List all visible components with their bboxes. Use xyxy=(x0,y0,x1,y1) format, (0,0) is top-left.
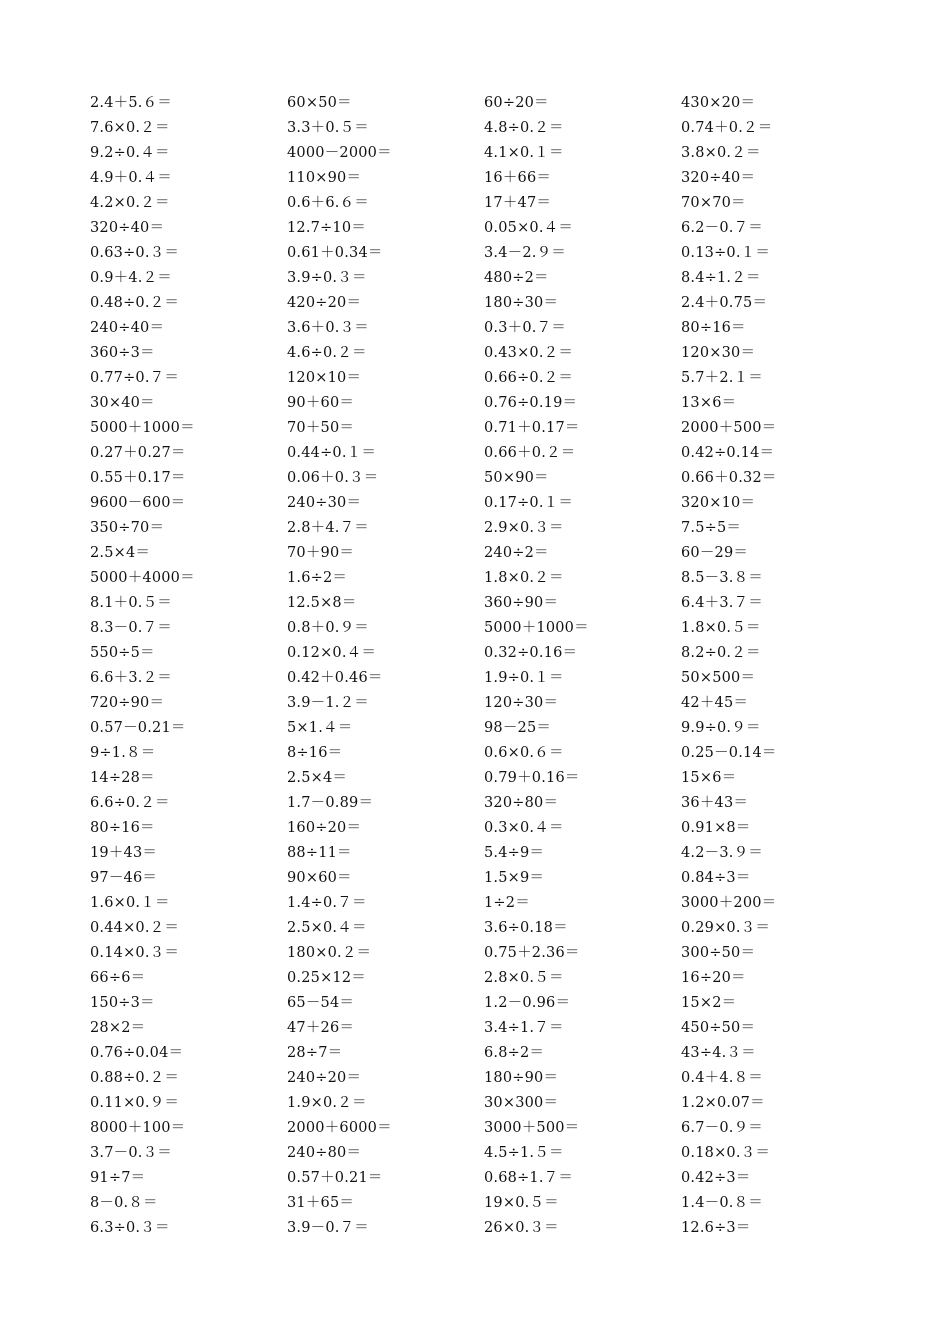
arithmetic-problem: 0.91×8＝ xyxy=(681,820,751,836)
arithmetic-problem: 120÷30＝ xyxy=(484,695,559,711)
arithmetic-problem: 1.5×9＝ xyxy=(484,870,545,886)
arithmetic-problem: 350÷70＝ xyxy=(90,520,165,536)
arithmetic-problem: 0.6＋6.６＝ xyxy=(287,195,369,211)
arithmetic-problem: 1.6×0.１＝ xyxy=(90,895,170,911)
arithmetic-problem: 240÷80＝ xyxy=(287,1145,362,1161)
arithmetic-problem: 430×20＝ xyxy=(681,95,756,111)
arithmetic-problem: 1.8×0.５＝ xyxy=(681,620,761,636)
arithmetic-problem: 0.42÷0.14＝ xyxy=(681,445,775,461)
arithmetic-problem: 0.88÷0.２＝ xyxy=(90,1070,180,1086)
arithmetic-problem: 4000－2000＝ xyxy=(287,145,392,161)
arithmetic-problem: 90×60＝ xyxy=(287,870,352,886)
arithmetic-problem: 120×10＝ xyxy=(287,370,362,386)
arithmetic-problem: 30×300＝ xyxy=(484,1095,559,1111)
arithmetic-problem: 0.71＋0.17＝ xyxy=(484,420,580,436)
arithmetic-problem: 6.3÷0.３＝ xyxy=(90,1220,170,1236)
arithmetic-problem: 0.42＋0.46＝ xyxy=(287,670,383,686)
arithmetic-problem: 3.8×0.２＝ xyxy=(681,145,761,161)
arithmetic-problem: 2.5×4＝ xyxy=(287,770,348,786)
arithmetic-problem: 60÷20＝ xyxy=(484,95,549,111)
arithmetic-problem-grid xyxy=(90,91,890,1241)
arithmetic-problem: 0.27＋0.27＝ xyxy=(90,445,186,461)
arithmetic-problem: 3000＋200＝ xyxy=(681,895,777,911)
arithmetic-problem: 1.4－0.８＝ xyxy=(681,1195,763,1211)
arithmetic-problem: 320÷80＝ xyxy=(484,795,559,811)
arithmetic-problem: 160÷20＝ xyxy=(287,820,362,836)
arithmetic-problem: 1.7－0.89＝ xyxy=(287,795,374,811)
arithmetic-problem: 2.8×0.５＝ xyxy=(484,970,564,986)
arithmetic-problem: 15×6＝ xyxy=(681,770,737,786)
arithmetic-problem: 150÷3＝ xyxy=(90,995,155,1011)
arithmetic-problem: 6.4＋3.７＝ xyxy=(681,595,763,611)
arithmetic-problem: 0.25×12＝ xyxy=(287,970,366,986)
arithmetic-problem: 3.6＋0.３＝ xyxy=(287,320,369,336)
arithmetic-problem: 70＋90＝ xyxy=(287,545,355,561)
arithmetic-problem: 60－29＝ xyxy=(681,545,749,561)
arithmetic-problem: 0.17÷0.１＝ xyxy=(484,495,574,511)
arithmetic-problem: 3.4÷1.７＝ xyxy=(484,1020,564,1036)
arithmetic-problem: 0.25－0.14＝ xyxy=(681,745,777,761)
arithmetic-problem: 70×70＝ xyxy=(681,195,746,211)
arithmetic-problem: 60×50＝ xyxy=(287,95,352,111)
arithmetic-problem: 9600－600＝ xyxy=(90,495,186,511)
arithmetic-problem: 320×10＝ xyxy=(681,495,756,511)
arithmetic-problem: 6.6＋3.２＝ xyxy=(90,670,172,686)
arithmetic-problem: 320÷40＝ xyxy=(90,220,165,236)
arithmetic-problem: 0.57－0.21＝ xyxy=(90,720,186,736)
arithmetic-problem: 5000＋1000＝ xyxy=(484,620,589,636)
arithmetic-problem: 320÷40＝ xyxy=(681,170,756,186)
arithmetic-problem: 50×500＝ xyxy=(681,670,756,686)
arithmetic-problem: 0.48÷0.２＝ xyxy=(90,295,180,311)
arithmetic-problem: 0.13÷0.１＝ xyxy=(681,245,771,261)
arithmetic-problem: 240÷40＝ xyxy=(90,320,165,336)
arithmetic-problem: 12.6÷3＝ xyxy=(681,1220,751,1236)
arithmetic-problem: 720÷90＝ xyxy=(90,695,165,711)
arithmetic-problem: 0.42÷3＝ xyxy=(681,1170,751,1186)
arithmetic-problem: 65－54＝ xyxy=(287,995,355,1011)
arithmetic-problem: 66÷6＝ xyxy=(90,970,146,986)
arithmetic-problem: 1.9÷0.１＝ xyxy=(484,670,564,686)
arithmetic-problem: 3.9－1.２＝ xyxy=(287,695,369,711)
arithmetic-problem: 0.3＋0.７＝ xyxy=(484,320,566,336)
arithmetic-problem: 6.6÷0.２＝ xyxy=(90,795,170,811)
arithmetic-problem: 2.4＋0.75＝ xyxy=(681,295,768,311)
arithmetic-problem: 98－25＝ xyxy=(484,720,552,736)
arithmetic-problem: 360÷90＝ xyxy=(484,595,559,611)
arithmetic-problem: 0.32÷0.16＝ xyxy=(484,645,578,661)
arithmetic-problem: 17＋47＝ xyxy=(484,195,552,211)
arithmetic-problem: 8.1＋0.５＝ xyxy=(90,595,172,611)
arithmetic-problem: 1.2×0.07＝ xyxy=(681,1095,765,1111)
arithmetic-problem: 240÷30＝ xyxy=(287,495,362,511)
arithmetic-problem: 0.11×0.９＝ xyxy=(90,1095,180,1111)
arithmetic-problem: 0.74＋0.２＝ xyxy=(681,120,773,136)
arithmetic-problem: 0.61＋0.34＝ xyxy=(287,245,383,261)
arithmetic-problem: 5000＋4000＝ xyxy=(90,570,195,586)
arithmetic-problem: 9.9÷0.９＝ xyxy=(681,720,761,736)
arithmetic-problem: 0.84÷3＝ xyxy=(681,870,751,886)
arithmetic-problem: 9÷1.８＝ xyxy=(90,745,156,761)
arithmetic-problem: 3.4－2.９＝ xyxy=(484,245,566,261)
arithmetic-problem: 6.8÷2＝ xyxy=(484,1045,545,1061)
arithmetic-problem: 43÷4.３＝ xyxy=(681,1045,756,1061)
arithmetic-problem: 4.5÷1.５＝ xyxy=(484,1145,564,1161)
arithmetic-problem: 0.66＋0.32＝ xyxy=(681,470,777,486)
arithmetic-problem: 420÷20＝ xyxy=(287,295,362,311)
arithmetic-problem: 4.2－3.９＝ xyxy=(681,845,763,861)
arithmetic-problem: 1.2－0.96＝ xyxy=(484,995,571,1011)
arithmetic-problem: 110×90＝ xyxy=(287,170,362,186)
arithmetic-problem: 14÷28＝ xyxy=(90,770,155,786)
arithmetic-problem: 480÷2＝ xyxy=(484,270,549,286)
arithmetic-problem: 0.4＋4.８＝ xyxy=(681,1070,763,1086)
arithmetic-problem: 26×0.３＝ xyxy=(484,1220,559,1236)
arithmetic-problem: 6.2－0.７＝ xyxy=(681,220,763,236)
arithmetic-problem: 0.55＋0.17＝ xyxy=(90,470,186,486)
arithmetic-problem: 8000＋100＝ xyxy=(90,1120,186,1136)
arithmetic-problem: 16＋66＝ xyxy=(484,170,552,186)
arithmetic-problem: 240÷2＝ xyxy=(484,545,549,561)
arithmetic-problem: 8.2÷0.２＝ xyxy=(681,645,761,661)
arithmetic-problem: 8.5－3.８＝ xyxy=(681,570,763,586)
arithmetic-problem: 7.6×0.２＝ xyxy=(90,120,170,136)
arithmetic-problem: 91÷7＝ xyxy=(90,1170,146,1186)
arithmetic-problem: 16÷20＝ xyxy=(681,970,746,986)
arithmetic-problem: 30×40＝ xyxy=(90,395,155,411)
arithmetic-problem: 0.66÷0.２＝ xyxy=(484,370,574,386)
arithmetic-problem: 19＋43＝ xyxy=(90,845,158,861)
arithmetic-problem: 4.1×0.１＝ xyxy=(484,145,564,161)
arithmetic-problem: 3.7－0.３＝ xyxy=(90,1145,172,1161)
arithmetic-problem: 0.75＋2.36＝ xyxy=(484,945,580,961)
arithmetic-problem: 0.12×0.４＝ xyxy=(287,645,377,661)
arithmetic-problem: 0.57＋0.21＝ xyxy=(287,1170,383,1186)
arithmetic-problem: 0.14×0.３＝ xyxy=(90,945,180,961)
arithmetic-problem: 180÷30＝ xyxy=(484,295,559,311)
arithmetic-problem: 15×2＝ xyxy=(681,995,737,1011)
arithmetic-problem: 0.68÷1.７＝ xyxy=(484,1170,574,1186)
arithmetic-problem: 0.06＋0.３＝ xyxy=(287,470,379,486)
arithmetic-problem: 5×1.４＝ xyxy=(287,720,353,736)
arithmetic-problem: 80÷16＝ xyxy=(90,820,155,836)
arithmetic-problem: 0.3×0.４＝ xyxy=(484,820,564,836)
arithmetic-problem: 12.7÷10＝ xyxy=(287,220,366,236)
arithmetic-problem: 8.3－0.７＝ xyxy=(90,620,172,636)
arithmetic-problem: 180÷90＝ xyxy=(484,1070,559,1086)
arithmetic-problem: 19×0.５＝ xyxy=(484,1195,559,1211)
arithmetic-problem: 120×30＝ xyxy=(681,345,756,361)
arithmetic-problem: 5.4÷9＝ xyxy=(484,845,545,861)
arithmetic-problem: 0.44÷0.１＝ xyxy=(287,445,377,461)
arithmetic-problem: 9.2÷0.４＝ xyxy=(90,145,170,161)
arithmetic-problem: 36＋43＝ xyxy=(681,795,749,811)
arithmetic-problem: 3.6÷0.18＝ xyxy=(484,920,568,936)
arithmetic-problem: 4.6÷0.２＝ xyxy=(287,345,367,361)
arithmetic-problem: 2.5×4＝ xyxy=(90,545,151,561)
arithmetic-problem: 1.9×0.２＝ xyxy=(287,1095,367,1111)
arithmetic-problem: 0.29×0.３＝ xyxy=(681,920,771,936)
arithmetic-problem: 0.9＋4.２＝ xyxy=(90,270,172,286)
arithmetic-problem: 0.77÷0.７＝ xyxy=(90,370,180,386)
arithmetic-problem: 0.44×0.２＝ xyxy=(90,920,180,936)
arithmetic-problem: 0.76÷0.19＝ xyxy=(484,395,578,411)
arithmetic-problem: 5000＋1000＝ xyxy=(90,420,195,436)
arithmetic-problem: 2000＋500＝ xyxy=(681,420,777,436)
arithmetic-problem: 2.8＋4.７＝ xyxy=(287,520,369,536)
arithmetic-problem: 0.18×0.３＝ xyxy=(681,1145,771,1161)
arithmetic-problem: 8.4÷1.２＝ xyxy=(681,270,761,286)
arithmetic-problem: 28÷7＝ xyxy=(287,1045,343,1061)
arithmetic-problem: 1÷2＝ xyxy=(484,895,530,911)
arithmetic-problem: 3.9÷0.３＝ xyxy=(287,270,367,286)
arithmetic-problem: 0.66＋0.２＝ xyxy=(484,445,576,461)
arithmetic-problem: 8÷16＝ xyxy=(287,745,343,761)
arithmetic-problem: 3.9－0.７＝ xyxy=(287,1220,369,1236)
arithmetic-problem: 1.6÷2＝ xyxy=(287,570,348,586)
arithmetic-problem: 28×2＝ xyxy=(90,1020,146,1036)
arithmetic-problem: 8－0.８＝ xyxy=(90,1195,158,1211)
arithmetic-problem: 450÷50＝ xyxy=(681,1020,756,1036)
arithmetic-problem: 2000＋6000＝ xyxy=(287,1120,392,1136)
arithmetic-problem: 550÷5＝ xyxy=(90,645,155,661)
arithmetic-problem: 47＋26＝ xyxy=(287,1020,355,1036)
arithmetic-problem: 13×6＝ xyxy=(681,395,737,411)
arithmetic-problem: 31＋65＝ xyxy=(287,1195,355,1211)
arithmetic-problem: 0.79＋0.16＝ xyxy=(484,770,580,786)
arithmetic-problem: 300÷50＝ xyxy=(681,945,756,961)
arithmetic-problem: 4.9＋0.４＝ xyxy=(90,170,172,186)
arithmetic-problem: 0.8＋0.９＝ xyxy=(287,620,369,636)
arithmetic-problem: 2.4＋5.６＝ xyxy=(90,95,172,111)
arithmetic-problem: 360÷3＝ xyxy=(90,345,155,361)
arithmetic-problem: 0.43×0.２＝ xyxy=(484,345,574,361)
arithmetic-problem: 0.63÷0.３＝ xyxy=(90,245,180,261)
arithmetic-problem: 6.7－0.９＝ xyxy=(681,1120,763,1136)
arithmetic-problem: 70＋50＝ xyxy=(287,420,355,436)
arithmetic-problem: 1.8×0.２＝ xyxy=(484,570,564,586)
arithmetic-problem: 180×0.２＝ xyxy=(287,945,372,961)
arithmetic-problem: 80÷16＝ xyxy=(681,320,746,336)
arithmetic-problem: 5.7＋2.１＝ xyxy=(681,370,763,386)
arithmetic-problem: 1.4÷0.７＝ xyxy=(287,895,367,911)
arithmetic-problem: 240÷20＝ xyxy=(287,1070,362,1086)
arithmetic-problem: 7.5÷5＝ xyxy=(681,520,742,536)
arithmetic-problem: 3000＋500＝ xyxy=(484,1120,580,1136)
arithmetic-problem: 88÷11＝ xyxy=(287,845,352,861)
arithmetic-problem: 12.5×8＝ xyxy=(287,595,357,611)
arithmetic-problem: 97－46＝ xyxy=(90,870,158,886)
arithmetic-problem: 0.05×0.４＝ xyxy=(484,220,574,236)
arithmetic-problem: 4.8÷0.２＝ xyxy=(484,120,564,136)
arithmetic-problem: 50×90＝ xyxy=(484,470,549,486)
arithmetic-problem: 0.6×0.６＝ xyxy=(484,745,564,761)
arithmetic-problem: 3.3＋0.５＝ xyxy=(287,120,369,136)
arithmetic-problem: 42＋45＝ xyxy=(681,695,749,711)
arithmetic-problem: 4.2×0.２＝ xyxy=(90,195,170,211)
arithmetic-problem: 0.76÷0.04＝ xyxy=(90,1045,184,1061)
arithmetic-problem: 2.9×0.３＝ xyxy=(484,520,564,536)
arithmetic-problem: 2.5×0.４＝ xyxy=(287,920,367,936)
arithmetic-problem: 90＋60＝ xyxy=(287,395,355,411)
